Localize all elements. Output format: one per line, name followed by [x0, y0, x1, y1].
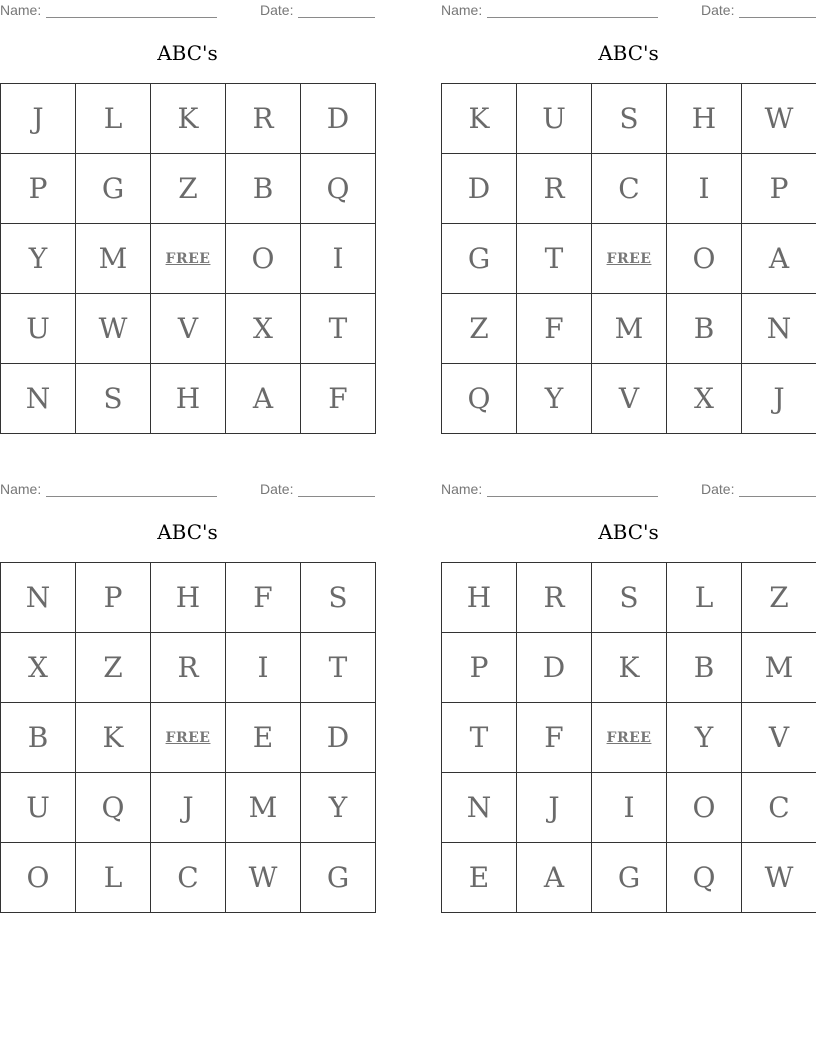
grid-cell: R	[226, 84, 301, 154]
grid-cell: H	[151, 364, 226, 434]
bingo-grid	[0, 562, 376, 913]
grid-cell: D	[301, 703, 376, 773]
grid-cell: X	[226, 294, 301, 364]
grid-cell: U	[517, 84, 592, 154]
grid-cell: U	[1, 773, 76, 843]
name-date-row	[441, 2, 816, 20]
grid-cell: A	[517, 843, 592, 913]
name-blank-line	[46, 17, 217, 18]
grid-cell: S	[592, 84, 667, 154]
grid-cell: Q	[667, 843, 742, 913]
date-label: Date:	[701, 2, 735, 18]
grid-cell: V	[742, 703, 816, 773]
grid-cell: R	[151, 633, 226, 703]
grid-cell: S	[592, 563, 667, 633]
grid-cell: Y	[667, 703, 742, 773]
name-blank-line	[487, 496, 658, 497]
card-title: ABC's	[598, 41, 659, 65]
grid-cell: V	[592, 364, 667, 434]
grid-cell: I	[592, 773, 667, 843]
grid-cell: E	[226, 703, 301, 773]
name-label: Name:	[441, 481, 483, 497]
grid-cell: B	[667, 294, 742, 364]
grid-cell: L	[76, 84, 151, 154]
grid-cell: P	[1, 154, 76, 224]
grid-row	[1, 773, 376, 843]
bingo-grid	[0, 83, 376, 434]
grid-cell: I	[226, 633, 301, 703]
grid-cell: B	[1, 703, 76, 773]
grid-row	[442, 703, 816, 773]
grid-row	[442, 84, 816, 154]
grid-cell: F	[517, 294, 592, 364]
grid-cell: P	[442, 633, 517, 703]
grid-cell: Y	[301, 773, 376, 843]
grid-cell: F	[517, 703, 592, 773]
grid-cell: P	[742, 154, 816, 224]
grid-cell: M	[226, 773, 301, 843]
grid-row	[442, 843, 816, 913]
grid-row	[442, 364, 816, 434]
grid-cell: Q	[76, 773, 151, 843]
grid-cell: J	[742, 364, 816, 434]
grid-cell: X	[667, 364, 742, 434]
grid-cell: D	[301, 84, 376, 154]
grid-cell: J	[151, 773, 226, 843]
bingo-grid	[441, 562, 816, 913]
grid-row	[1, 364, 376, 434]
name-label: Name:	[0, 481, 42, 497]
grid-cell: O	[667, 773, 742, 843]
grid-cell: D	[517, 633, 592, 703]
grid-cell: B	[667, 633, 742, 703]
grid-row	[1, 633, 376, 703]
grid-cell: Z	[442, 294, 517, 364]
grid-cell: H	[667, 84, 742, 154]
grid-cell: W	[226, 843, 301, 913]
grid-cell: O	[667, 224, 742, 294]
grid-cell: C	[742, 773, 816, 843]
card-title: ABC's	[157, 520, 218, 544]
grid-cell: L	[76, 843, 151, 913]
date-label: Date:	[701, 481, 735, 497]
grid-cell: M	[742, 633, 816, 703]
grid-cell: R	[517, 563, 592, 633]
name-date-row	[441, 481, 816, 499]
grid-cell: P	[76, 563, 151, 633]
grid-cell: B	[226, 154, 301, 224]
grid-cell: S	[76, 364, 151, 434]
grid-cell: C	[151, 843, 226, 913]
grid-cell: Q	[301, 154, 376, 224]
grid-cell: H	[151, 563, 226, 633]
grid-cell: D	[442, 154, 517, 224]
date-blank-line	[298, 496, 375, 497]
grid-cell: M	[76, 224, 151, 294]
grid-cell: I	[301, 224, 376, 294]
grid-cell: G	[592, 843, 667, 913]
bingo-card-2	[441, 0, 816, 435]
grid-cell: J	[517, 773, 592, 843]
grid-cell: K	[151, 84, 226, 154]
grid-cell: N	[742, 294, 816, 364]
bingo-card-3	[0, 479, 375, 914]
grid-cell: Y	[517, 364, 592, 434]
grid-cell: M	[592, 294, 667, 364]
grid-row	[1, 843, 376, 913]
free-space-cell: FREE	[592, 703, 667, 773]
grid-row	[1, 294, 376, 364]
free-space-cell: FREE	[151, 224, 226, 294]
name-blank-line	[487, 17, 658, 18]
grid-cell: G	[442, 224, 517, 294]
grid-cell: F	[301, 364, 376, 434]
grid-row	[442, 294, 816, 364]
date-blank-line	[298, 17, 375, 18]
grid-cell: C	[592, 154, 667, 224]
grid-cell: Q	[442, 364, 517, 434]
grid-cell: O	[1, 843, 76, 913]
grid-cell: F	[226, 563, 301, 633]
grid-cell: V	[151, 294, 226, 364]
grid-cell: A	[742, 224, 816, 294]
name-label: Name:	[0, 2, 42, 18]
grid-cell: T	[517, 224, 592, 294]
date-blank-line	[739, 496, 816, 497]
grid-cell: Z	[76, 633, 151, 703]
grid-row	[442, 633, 816, 703]
grid-cell: W	[742, 843, 816, 913]
grid-cell: T	[301, 633, 376, 703]
bingo-grid	[441, 83, 816, 434]
grid-row	[442, 154, 816, 224]
name-label: Name:	[441, 2, 483, 18]
grid-cell: Z	[742, 563, 816, 633]
bingo-card-1	[0, 0, 375, 435]
name-date-row	[0, 2, 375, 20]
name-date-row	[0, 481, 375, 499]
grid-cell: T	[442, 703, 517, 773]
grid-cell: I	[667, 154, 742, 224]
grid-cell: W	[76, 294, 151, 364]
grid-row	[1, 703, 376, 773]
grid-cell: G	[301, 843, 376, 913]
name-blank-line	[46, 496, 217, 497]
grid-row	[1, 563, 376, 633]
grid-cell: G	[76, 154, 151, 224]
grid-row	[1, 224, 376, 294]
grid-cell: E	[442, 843, 517, 913]
grid-cell: N	[1, 364, 76, 434]
grid-cell: A	[226, 364, 301, 434]
grid-cell: U	[1, 294, 76, 364]
date-label: Date:	[260, 2, 294, 18]
grid-cell: T	[301, 294, 376, 364]
grid-cell: K	[442, 84, 517, 154]
date-blank-line	[739, 17, 816, 18]
card-title: ABC's	[157, 41, 218, 65]
grid-cell: K	[592, 633, 667, 703]
grid-cell: X	[1, 633, 76, 703]
grid-cell: J	[1, 84, 76, 154]
grid-cell: H	[442, 563, 517, 633]
grid-cell: Z	[151, 154, 226, 224]
grid-cell: N	[442, 773, 517, 843]
grid-cell: Y	[1, 224, 76, 294]
grid-row	[442, 224, 816, 294]
grid-row	[1, 154, 376, 224]
card-title: ABC's	[598, 520, 659, 544]
bingo-card-4	[441, 479, 816, 914]
free-space-cell: FREE	[151, 703, 226, 773]
grid-cell: W	[742, 84, 816, 154]
grid-cell: S	[301, 563, 376, 633]
grid-row	[1, 84, 376, 154]
date-label: Date:	[260, 481, 294, 497]
grid-row	[442, 563, 816, 633]
grid-cell: O	[226, 224, 301, 294]
grid-cell: L	[667, 563, 742, 633]
grid-cell: K	[76, 703, 151, 773]
grid-row	[442, 773, 816, 843]
free-space-cell: FREE	[592, 224, 667, 294]
grid-cell: N	[1, 563, 76, 633]
grid-cell: R	[517, 154, 592, 224]
